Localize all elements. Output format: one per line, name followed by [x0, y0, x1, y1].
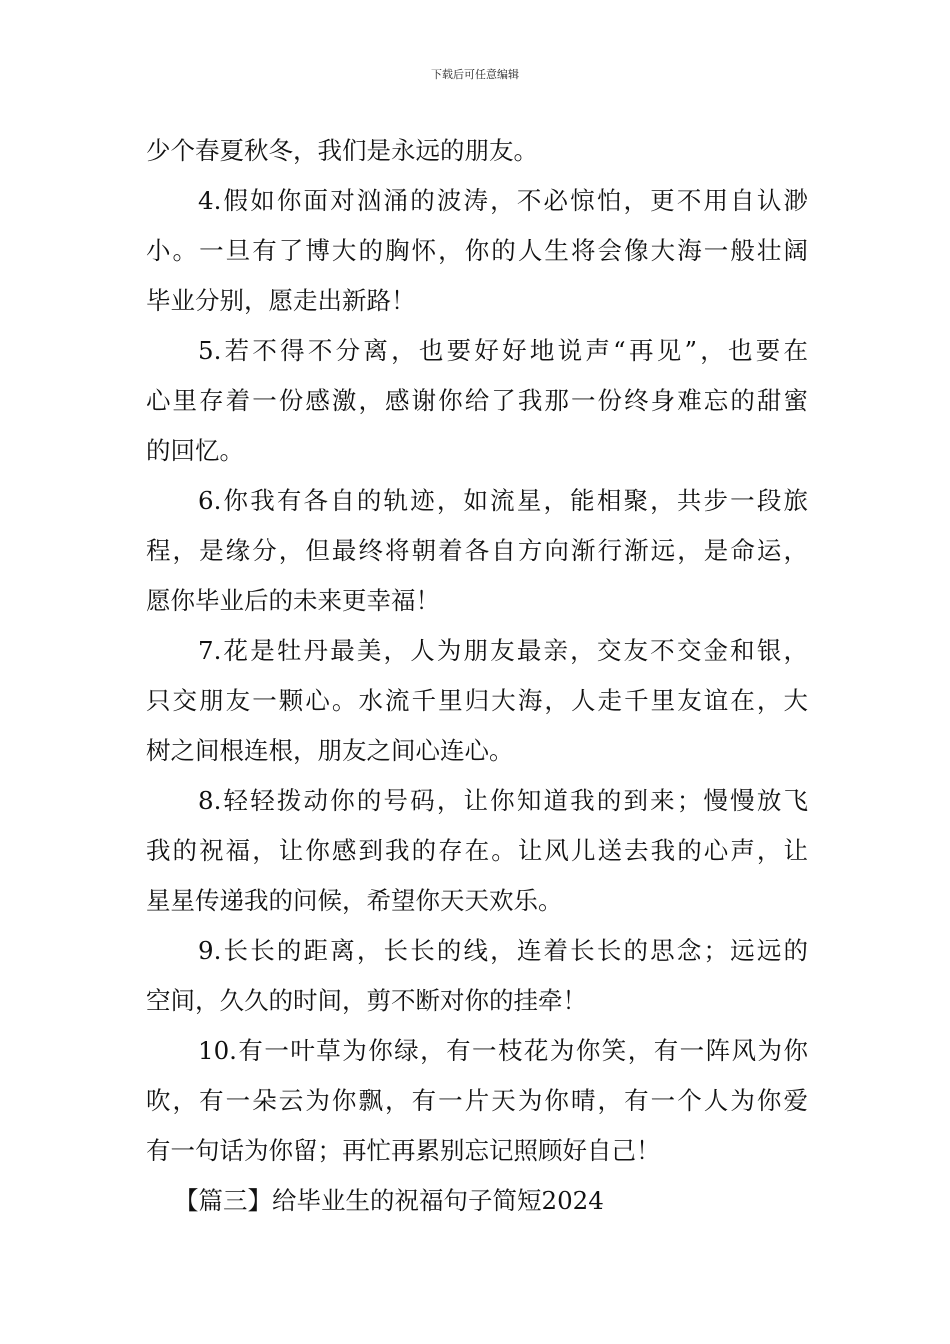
text-line: 空间，久久的时间，剪不断对你的挂牵！: [146, 986, 587, 1015]
wish-item-4: [146, 176, 808, 326]
wish-item-7: [146, 626, 808, 776]
text-line: 吹，有一朵云为你飘，有一片天为你晴，有一个人为你爱: [146, 1086, 808, 1115]
text-line: 7.花是牡丹最美，人为朋友最亲，交友不交金和银，: [198, 636, 808, 665]
text-line: 我的祝福，让你感到我的存在。让风儿送去我的心声，让: [146, 836, 808, 865]
paragraph-continuation: [146, 126, 808, 176]
wish-item-5: [146, 326, 808, 476]
text-line: 只交朋友一颗心。水流千里归大海，人走千里友谊在，大: [146, 686, 808, 715]
wish-item-9: [146, 926, 808, 1026]
text-line: 毕业分别，愿走出新路！: [146, 286, 416, 315]
wish-item-8: [146, 776, 808, 926]
wish-item-6: [146, 476, 808, 626]
page-header-note: 下载后可任意编辑: [431, 68, 519, 81]
text-line: 小。一旦有了博大的胸怀，你的人生将会像大海一般壮阔: [146, 236, 808, 265]
section-heading: 【篇三】给毕业生的祝福句子简短2024: [174, 1186, 604, 1215]
text-line: 树之间根连根，朋友之间心连心。: [146, 736, 514, 765]
text-line: 愿你毕业后的未来更幸福！: [146, 586, 440, 615]
wish-item-10: [146, 1026, 808, 1176]
text-line: 的回忆。: [146, 436, 244, 465]
text-line: 程，是缘分，但最终将朝着各自方向渐行渐远，是命运，: [146, 536, 808, 565]
document-body: [146, 126, 808, 1226]
text-line: 5.若不得不分离，也要好好地说声“再见”，也要在: [198, 336, 808, 365]
text-line: 心里存着一份感激，感谢你给了我那一份终身难忘的甜蜜: [146, 386, 808, 415]
text-line: 6.你我有各自的轨迹，如流星，能相聚，共步一段旅: [198, 486, 808, 515]
text-line: 少个春夏秋冬，我们是永远的朋友。: [146, 136, 538, 165]
text-line: 星星传递我的问候，希望你天天欢乐。: [146, 886, 563, 915]
text-line: 有一句话为你留；再忙再累别忘记照顾好自己！: [146, 1136, 661, 1165]
text-line: 10.有一叶草为你绿，有一枝花为你笑，有一阵风为你: [198, 1036, 808, 1065]
text-line: 9.长长的距离，长长的线，连着长长的思念；远远的: [198, 936, 808, 965]
text-line: 4.假如你面对汹涌的波涛，不必惊怕，更不用自认渺: [198, 186, 808, 215]
text-line: 8.轻轻拨动你的号码，让你知道我的到来；慢慢放飞: [198, 786, 808, 815]
